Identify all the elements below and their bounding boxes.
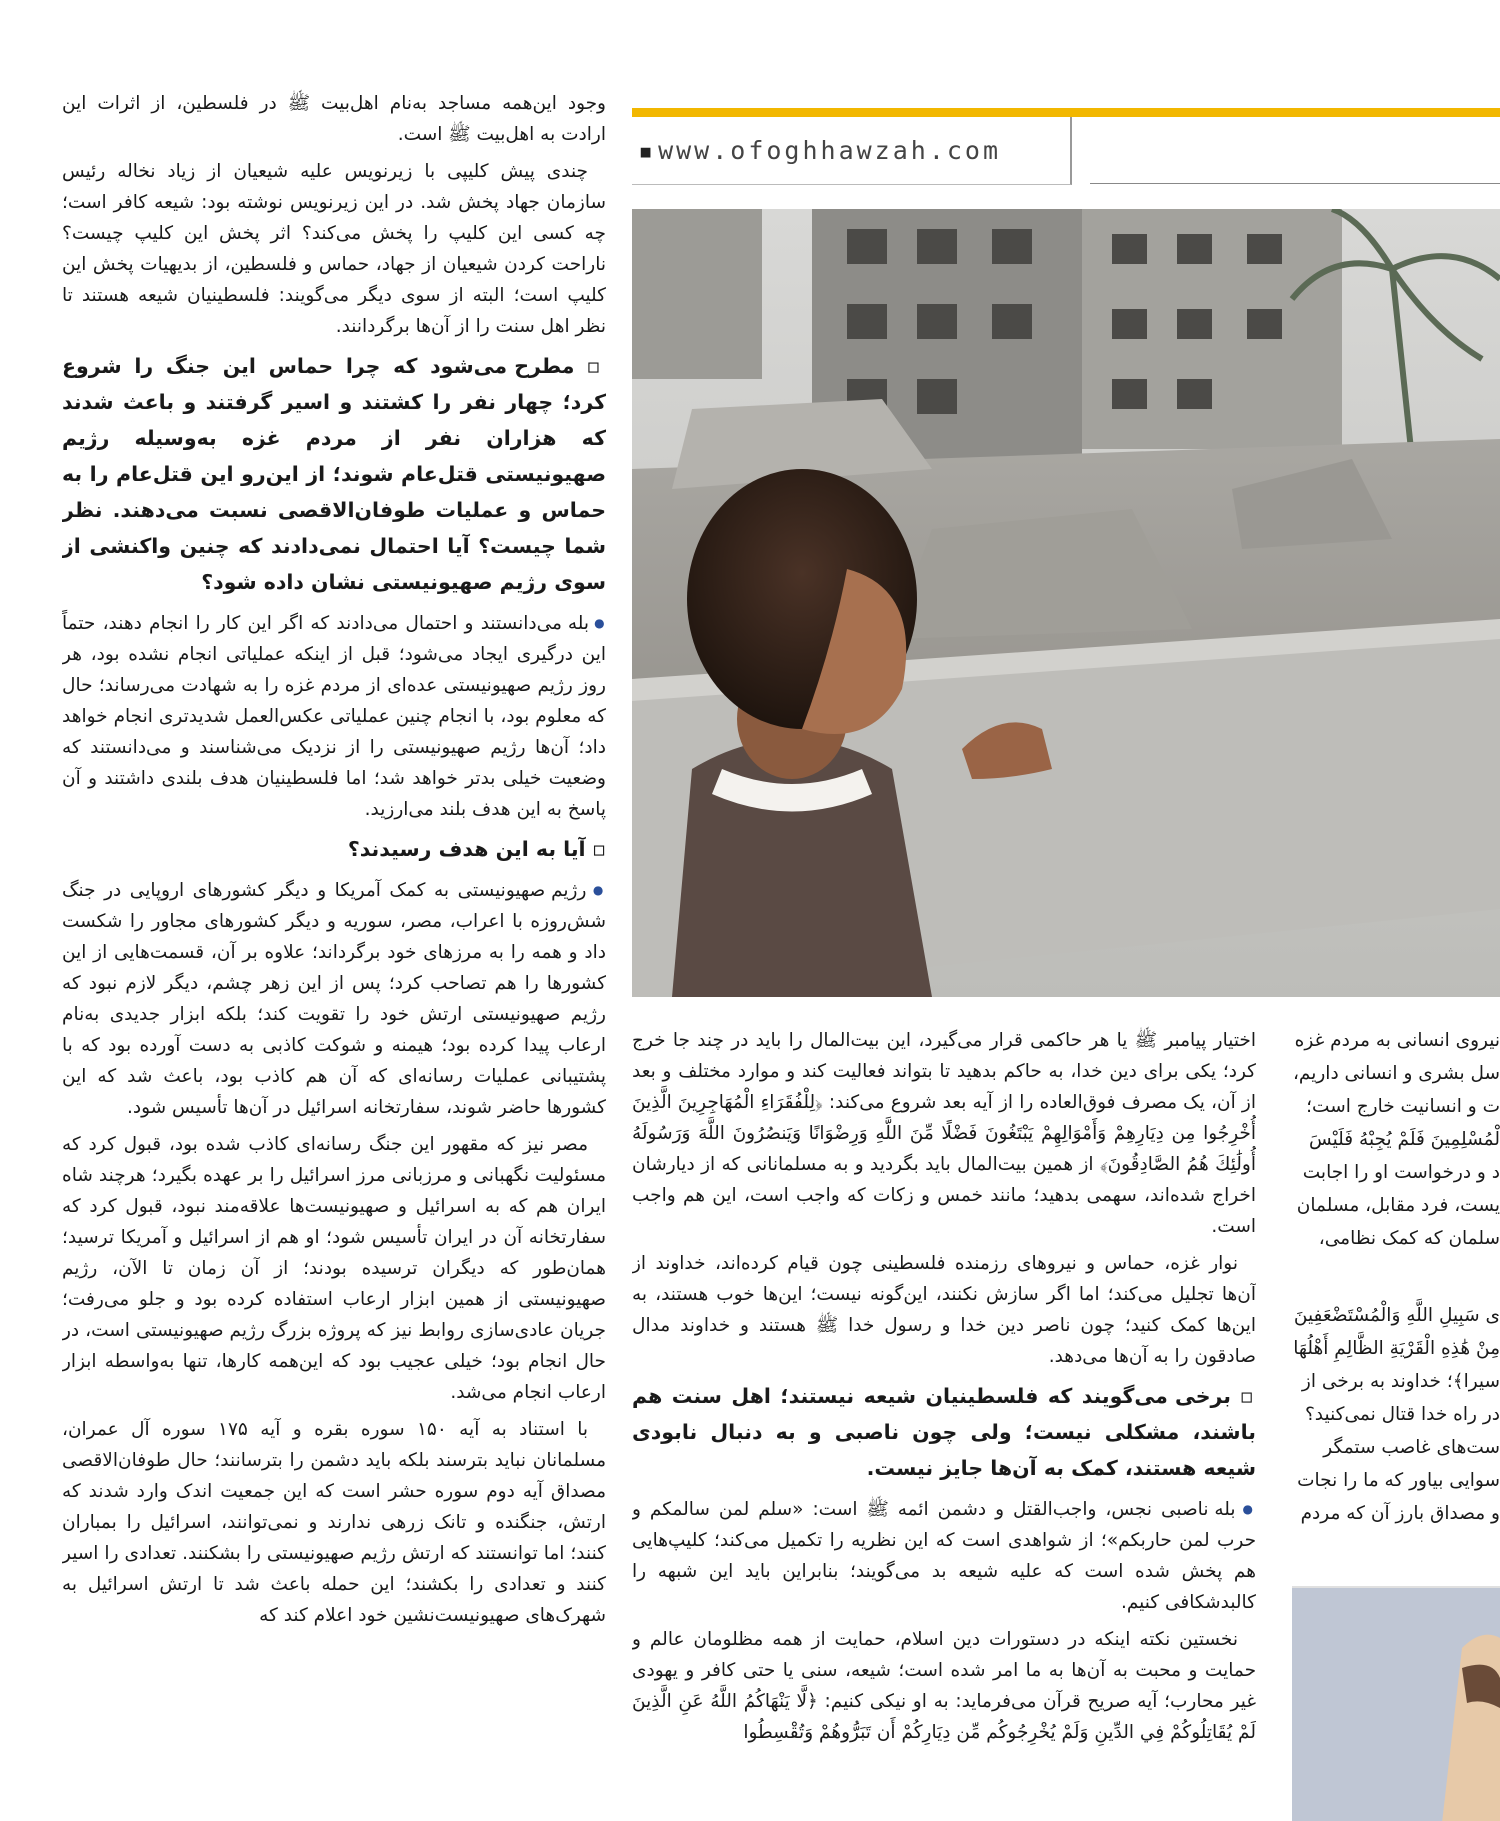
site-url: ▪ www.ofoghhawzah.com: [638, 136, 1001, 165]
article-column-left: [62, 88, 606, 1821]
text-line: سوایی بیاور که ما را نجات: [1297, 1470, 1500, 1491]
interview-question: ▫ آیا به این هدف رسیدند؟: [62, 831, 606, 867]
secondary-photo: [1292, 1586, 1500, 1821]
paragraph: مصر نیز که مقهور این جنگ رسانه‌ای کاذب شده بود، قبول کرد که مسئولیت نگهبانی و مرزبانی مرز اسرائیل را بر عهده بگیرد؛ هرچند شاه ایران هم که به اسرائیل و صهیونیست‌ها علاقه‌مند نبود، قبول کرد که سفارتخانه آن در ایران تأسیس شود؛ او هم از اسرائیل و آمریکا ترسید؛ همان‌طور که دیگران ترسیده بودند؛ از آن زمان تا الآن، رژیم صهیونیستی از همین ابزار ارعاب استفاده کرده بود و جلو می‌رفت؛ جریان عادی‌سازی روابط نیز که پروژه بزرگ رژیم صهیونیستی است، در حال انجام بود؛ خیلی عجیب بود که این‌همه کارها، تنها به‌واسطه ابزار ارعاب انجام می‌شد.: [62, 1134, 606, 1403]
text-line: و مصداق بارز آن که مردم: [1300, 1503, 1500, 1524]
text-line: ست‌های غاصب ستمگر: [1323, 1437, 1500, 1458]
paragraph: چندی پیش کلیپی با زیرنویس علیه شیعیان از زیاد نخاله رئیس سازمان جهاد پخش شد. در این زیرنویس نوشته بود: شیعه کافر است؛ چه کسی این کلیپ را پخش می‌کند؟ اثر پخش این کلیپ چیست؟ ناراحت کردن شیعیان از جهاد، حماس و فلسطین، از بدیهیات پخش این کلیپ است؛ البته از سوی دیگر می‌گویند: فلسطینیان شیعه هستند تا نظر اهل سنت را از آن‌ها برگردانند.: [62, 161, 606, 337]
photo-illustration: [632, 209, 1500, 997]
building-left: [632, 209, 762, 379]
paragraph: وجود این‌همه مساجد به‌نام اهل‌بیت ﷺ در فلسطین، از اثرات این ارادت به اهل‌بیت ﷺ است.: [62, 93, 606, 145]
text-line: ت و انسانیت خارج است؛: [1306, 1096, 1500, 1117]
text-line: [1284, 1256, 1500, 1300]
secondary-photo-illustration: [1292, 1588, 1500, 1821]
article-column-right-cropped: [1284, 1025, 1500, 1573]
article-column-middle: [632, 1025, 1256, 1821]
paragraph: نخستین نکته اینکه در دستورات دین اسلام، حمایت از همه مظلومان عالم و حمایت و محبت به آن‌ها به ما امر شده است؛ شیعه، سنی یا حتی کافر و یهودی غیر محارب؛ آیه صریح قرآن می‌فرماید: به او نیکی کنیم: ﴿لَّا يَنْهَاكُمُ اللَّهُ عَنِ الَّذِينَ لَمْ يُقَاتِلُوكُمْ فِي الدِّينِ وَلَمْ يُخْرِجُوكُم مِّن دِيَارِكُمْ أَن تَبَرُّوهُمْ وَتُقْسِطُوا: [632, 1629, 1256, 1743]
paragraph: با استناد به آیه ۱۵۰ سوره بقره و آیه ۱۷۵ سوره آل عمران، مسلمانان نباید بترسند بلکه باید دشمن را بترسانند؛ حال طوفان‌الاقصی مصداق آیه دوم سوره حشر است که این جمعیت اندک وارد شدند که ارتش، جنگنده و تانک زرهی ندارند و نمی‌توانند، اسرائیل را بمباران کنند؛ اما توانستند که ارتش رژیم صهیونیستی را بشکنند. تعدادی را اسیر کنند و تعدادی را بکشند؛ این حمله باعث شد تا ارتش اسرائیل به شهرک‌های صهیونیست‌نشین خود اعلام کند که: [62, 1419, 606, 1626]
gaza-child-rubble-photo: [632, 209, 1500, 997]
text-line: سل بشری و انسانی داریم،: [1292, 1063, 1500, 1084]
interview-answer: ● بله می‌دانستند و احتمال می‌دادند که اگر این کار را انجام دهند، حتماً این درگیری ایجاد می‌شود؛ قبل از اینکه عملیاتی انجام نشده بود، هر روز رژیم صهیونیستی عده‌ای از مردم غزه را به شهادت می‌رساند؛ حال که معلوم بود، با انجام چنین عملیاتی عکس‌العمل شدیدتری انجام خواهد داد؛ آن‌ها رژیم صهیونیستی را از نزدیک می‌شناسند و می‌دانستند که وضعیت خیلی بدتر خواهد شد؛ اما فلسطینیان هدف بلندی داشتند و آن پاسخ به این هدف بلند می‌ارزید.: [62, 608, 606, 825]
interview-question: ▫ مطرح می‌شود که چرا حماس این جنگ را شروع کرد؛ چهار نفر را کشتند و اسیر گرفتند و باعث شدند که هزاران نفر از مردم غزه به‌وسیله رژیم صهیونیستی قتل‌عام شوند؛ از این‌رو این قتل‌عام را به حماس و عملیات طوفان‌الاقصی نسبت می‌دهند. نظر شما چیست؟ آیا احتمال نمی‌دادند که چنین واکنشی از سوی رژیم صهیونیستی نشان داده شود؟: [62, 348, 606, 600]
paragraph: اختیار پیامبر ﷺ یا هر حاکمی قرار می‌گیرد، این بیت‌المال را باید در چند جا خرج کرد؛ یکی برای دین خدا، به حاکم بدهید تا بتواند فعالیت کند و موارد مختلف و بعد از آن، یک مصرف فوق‌العاده را از آیه بعد شروع می‌کند: ﴿لِلْفُقَرَاءِ الْمُهَاجِرِينَ الَّذِينَ أُخْرِجُوا مِن دِيَارِهِمْ وَأَمْوَالِهِمْ يَبْتَغُونَ فَضْلًا مِّنَ اللَّهِ وَرِضْوَانًا وَيَنصُرُونَ اللَّهَ وَرَسُولَهُ أُولَٰئِكَ هُمُ الصَّادِقُونَ﴾ از همین بیت‌المال باید بگردید و به مسلمانانی که از دیارشان اخراج شده‌اند، سهمی بدهید؛ مانند خمس و زکات که واجب است، این هم واجب است.: [632, 1030, 1256, 1237]
paragraph: نوار غزه، حماس و نیروهای رزمنده فلسطینی چون قیام کرده‌اند، خداوند از آن‌ها تجلیل می‌کند؛ اما اگر سازش نکنند، این‌گونه نیست؛ این‌ها خوب هستند، به این‌ها کمک کنید؛ چون ناصر دین خدا و رسول خدا ﷺ هستند و خداوند مدال صادقون را به آن‌ها می‌دهد.: [632, 1253, 1256, 1367]
header-accent-bar: [632, 108, 1500, 117]
interview-answer: ● رژیم صهیونیستی به کمک آمریکا و دیگر کشورهای اروپایی در جنگ شش‌روزه با اعراب، مصر، سوریه و دیگر کشورهای مجاور را شکست داد و همه را به مرزهای خود برگرداند؛ علاوه بر آن، قسمت‌هایی از این کشورها را هم تصاحب کرد؛ پس از این زهر چشم، دیگر لازم نبود که رژیم صهیونیستی ارتش خود را تقویت کند؛ بلکه ابزار جدیدی به‌نام ارعاب پیدا کرده بود؛ هیمنه و شوکت کاذبی به دست آورده بود که با پشتیبانی عملیات رسانه‌ای که آن هم کاذب بود، باعث شد که این کشورها حاضر شوند، سفارتخانه اسرائیل در آن‌ها تأسیس شود.: [62, 875, 606, 1123]
text-line: د و درخواست او را اجابت: [1302, 1162, 1500, 1183]
site-url-box: [632, 117, 1072, 185]
text-line: ى سَبِيلِ اللَّهِ وَالْمُسْتَضْعَفِينَ: [1293, 1305, 1500, 1326]
text-line: سلمان که کمک نظامی،: [1318, 1228, 1500, 1249]
text-line: در راه خدا قتال نمی‌کنید؟: [1304, 1404, 1500, 1425]
interview-question: ▫ برخی می‌گویند که فلسطینیان شیعه نیستند؛ اهل سنت هم باشند، مشکلی نیست؛ ولی چون ناصبی و به دنبال نابودی شیعه هستند، کمک به آن‌ها جایز نیست.: [632, 1378, 1256, 1486]
interview-answer: ● بله ناصبی نجس، واجب‌القتل و دشمن ائمه ﷺ است: «سلم لمن سالمکم و حرب لمن حاربکم»؛ از شواهدی است که این نظریه را تکمیل می‌کند؛ کلیپ‌هایی هم پخش شده است که علیه شیعه بد می‌گویند؛ بنابراین باید این شبهه را کالبدشکافی کنیم.: [632, 1494, 1256, 1618]
text-line: مِنْ هَٰذِهِ الْقَرْيَةِ الظَّالِمِ أَهْلُهَا: [1293, 1338, 1500, 1359]
text-line: نیروی انسانی به مردم غزه: [1294, 1030, 1500, 1051]
text-line: لْمُسْلِمِينَ فَلَمْ يُجِبْهُ فَلَيْسَ: [1309, 1129, 1500, 1150]
header-divider: [1090, 183, 1500, 184]
text-line: یست، فرد مقابل، مسلمان: [1296, 1195, 1500, 1216]
text-line: سيرا﴾؛ خداوند به برخی از: [1301, 1371, 1500, 1392]
